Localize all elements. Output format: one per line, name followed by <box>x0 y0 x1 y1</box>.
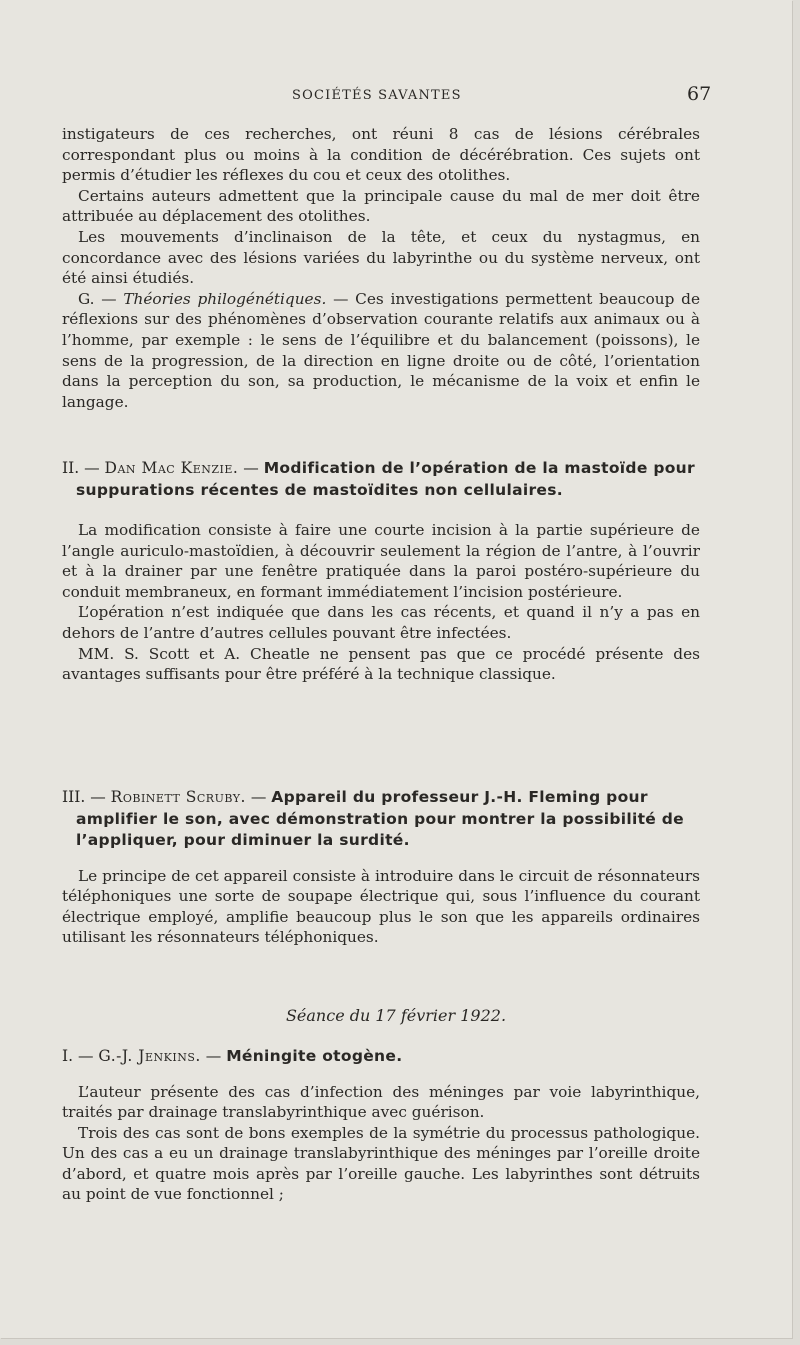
section-3-title: Appareil du professeur J.-H. Fleming pour amplifier le son, avec démonstration pour montrer la possibilité de l’appliquer, pour diminuer la surdité. <box>76 788 684 849</box>
section-g-label: G. — <box>78 289 117 308</box>
section-4-number: I. — <box>62 1047 94 1065</box>
section-3-number: III. — <box>62 788 106 806</box>
running-title: SOCIÉTÉS SAVANTES <box>292 88 462 103</box>
page-number: 67 <box>687 83 712 105</box>
seance-heading: Séance du 17 février 1922. <box>285 1006 507 1025</box>
intro-paragraph-3: Les mouvements d’inclinaison de la tête, et ceux du nystagmus, en concordance avec des lésions variées du labyrinthe ou du système nerveux, ont été ainsi étudiés. <box>62 227 700 288</box>
section-3-separator: — <box>250 788 267 806</box>
section-4-separator: — <box>205 1047 222 1065</box>
section-2-paragraph-1: La modification consiste à faire une courte incision à la partie supérieure de l’angle auriculo-mastoïdien, à découvrir seulement la région de l’antre, à l’ouvrir et à la drainer par une fenêtre pratiquée dans la paroi postéro-supérieure du conduit membraneux, en formant immédiatement l’incision postérieure. <box>62 521 700 601</box>
section-2 <box>62 458 700 685</box>
page-header <box>0 82 792 112</box>
intro-block <box>62 124 700 412</box>
section-2-author: Dan Mac Kenzie. <box>104 459 239 477</box>
section-2-heading <box>62 458 700 501</box>
section-2-title: Modification de l’opération de la mastoïde pour suppurations récentes de mastoïdites non cellulaires. <box>76 459 695 499</box>
section-3 <box>62 787 700 948</box>
section-3-paragraph-1: Le principe de cet appareil consiste à introduire dans le circuit de résonnateurs téléphoniques une sorte de soupape électrique qui, sous l’influence du courant électrique employé, amplifie beaucoup plus le son que les appareils ordinaires utilisant les résonnateurs téléphoniques. <box>62 866 700 947</box>
section-2-number: II. — <box>62 459 100 477</box>
section-4-title: Méningite otogène. <box>226 1047 403 1065</box>
section-3-heading <box>62 787 700 852</box>
section-3-author: Robinett Scruby. <box>110 788 246 806</box>
intro-paragraph-4 <box>62 289 700 413</box>
intro-paragraph-2: Certains auteurs admettent que la principale cause du mal de mer doit être attribuée au déplacement des otolithes. <box>62 186 700 226</box>
section-2-paragraph-3: MM. S. Scott et A. Cheatle ne pensent pas que ce procédé présente des avantages suffisants pour être préféré à la technique classique. <box>62 644 700 684</box>
section-4 <box>62 1046 700 1205</box>
section-2-paragraph-2: L’opération n’est indiquée que dans les cas récents, et quand il n’y a pas en dehors de l’antre d’autres cellules pouvant être infectées. <box>62 603 700 642</box>
section-4-author: G.-J. Jenkins. <box>98 1047 201 1065</box>
section-g-text: — Ces investigations permettent beaucoup de réflexions sur des phénomènes d’observation courante relatifs aux animaux ou à l’homme, par exemple : le sens de l’équilibre et du balancement (poissons), le sens de la progression, de la direction en ligne droite ou de côté, l’orientation dans la perception du son, sa production, le mécanisme de la voix et enfin le langage. <box>62 289 700 411</box>
section-4-paragraph-1: L’auteur présente des cas d’infection des méninges par voie labyrinthique, traités par drainage translabyrinthique avec guérison. <box>62 1082 700 1122</box>
intro-paragraph-1: instigateurs de ces recherches, ont réuni 8 cas de lésions cérébrales correspondant plus ou moins à la condition de décérébration. Ces sujets ont permis d’étudier les réflexes du cou et ceux des otolithes. <box>62 125 700 185</box>
section-2-separator: — <box>243 459 259 477</box>
section-g-title: Théories philogénétiques. <box>123 289 327 308</box>
section-4-heading <box>62 1046 700 1068</box>
section-4-paragraph-2: Trois des cas sont de bons exemples de la symétrie du processus pathologique. Un des cas a eu un drainage translabyrinthique des méninges par l’oreille droite d’abord, et quatre mois après par l’oreille gauche. Les labyrinthes sont détruits au point de vue fonctionnel ; <box>62 1123 700 1204</box>
